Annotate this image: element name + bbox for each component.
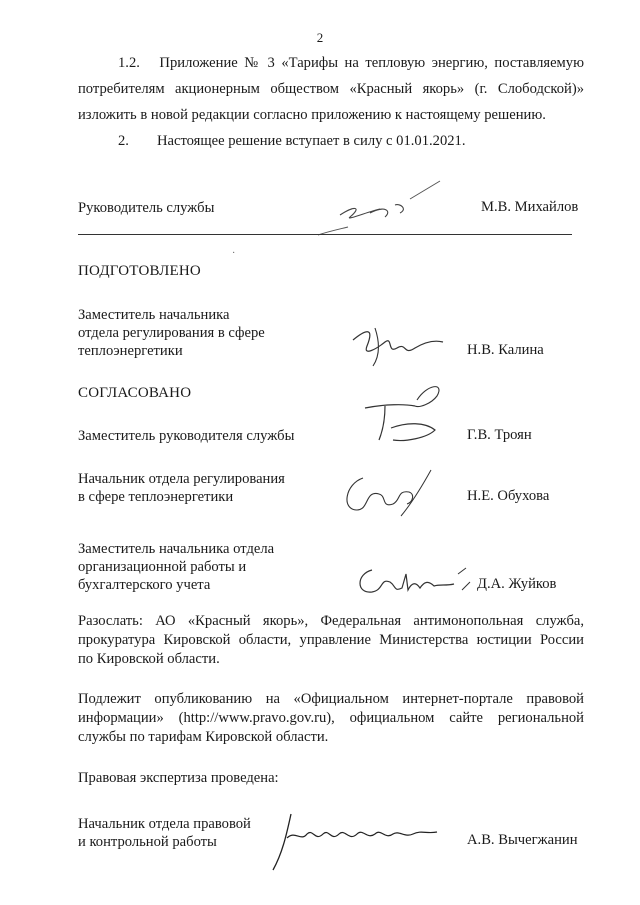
legal-review-signature: [265, 808, 465, 878]
distribution: [78, 612, 584, 669]
legal-review-text: Правовая экспертиза проведена:: [78, 770, 279, 786]
item-1-2-text-1: Приложение № 3 «Тарифы на тепловую энергию, поставляемую: [159, 55, 584, 71]
publication-line-1: Подлежит опубликованию на «Официальном интернет-портале правовой: [78, 691, 584, 707]
divider-line: [78, 234, 572, 235]
distribution-line-3: по Кировской области.: [78, 651, 220, 667]
prepared-name: Н.В. Калина: [467, 342, 544, 358]
distribution-line-2: прокуратура Кировской области, управление Министерства юстиции России: [78, 632, 584, 648]
prepared-title-line-2: отдела регулирования в сфере: [78, 325, 265, 341]
agreed-1-signature: [355, 378, 455, 453]
agreed-2-title-line-1: Начальник отдела регулирования: [78, 471, 285, 487]
prepared-title: [78, 306, 265, 360]
item-1-2-line-1: [78, 50, 584, 76]
publication-line-3: службы по тарифам Кировской области.: [78, 729, 329, 745]
agreed-1-title: Заместитель руководителя службы: [78, 428, 295, 444]
page-number: 2: [316, 30, 324, 45]
agreed-2-name: Н.Е. Обухова: [467, 488, 550, 504]
agreed-3-name: Д.А. Жуйков: [477, 576, 557, 592]
legal-review-title-line-2: и контрольной работы: [78, 834, 217, 850]
publication: [78, 690, 584, 747]
item-1-2-number: 1.2.: [118, 55, 140, 71]
agreed-1-name: Г.В. Троян: [467, 427, 532, 443]
agreed-2-title: [78, 470, 285, 506]
agreed-heading: СОГЛАСОВАНО: [78, 385, 192, 401]
agreed-3-title: [78, 540, 274, 594]
stray-mark: ·: [232, 248, 236, 259]
item-1-2-line-2: потребителям акционерным обществом «Красный якорь» (г. Слободской)»: [78, 81, 584, 97]
item-1-2: [78, 50, 584, 128]
prepared-title-line-1: Заместитель начальника: [78, 307, 230, 323]
agreed-3-title-line-2: организационной работы и: [78, 559, 247, 575]
legal-review-title: [78, 815, 251, 851]
item-2-number: 2.: [118, 133, 129, 149]
legal-review-title-line-1: Начальник отдела правовой: [78, 816, 251, 832]
agreed-3-title-line-3: бухгалтерского учета: [78, 577, 211, 593]
prepared-signature: [345, 320, 455, 370]
item-2-text: Настоящее решение вступает в силу с 01.01.2021.: [156, 133, 466, 149]
distribution-line-1: Разослать: АО «Красный якорь», Федеральная антимонопольная служба,: [78, 613, 584, 629]
agreed-2-title-line-2: в сфере теплоэнергетики: [78, 489, 234, 505]
prepared-heading: ПОДГОТОВЛЕНО: [78, 263, 201, 279]
head-signature: [300, 175, 460, 240]
legal-review-name: А.В. Вычегжанин: [467, 832, 578, 848]
head-title: Руководитель службы: [78, 200, 215, 216]
agreed-2-signature: [335, 460, 440, 520]
agreed-3-title-line-1: Заместитель начальника отдела: [78, 541, 275, 557]
item-1-2-line-3: изложить в новой редакции согласно приложению к настоящему решению.: [78, 107, 546, 123]
item-2: [118, 128, 466, 154]
agreed-3-signature: [350, 560, 475, 600]
publication-line-2: информации» (http://www.pravo.gov.ru), официальном сайте региональной: [78, 710, 584, 726]
prepared-title-line-3: теплоэнергетики: [78, 343, 183, 359]
head-name: М.В. Михайлов: [481, 199, 579, 215]
